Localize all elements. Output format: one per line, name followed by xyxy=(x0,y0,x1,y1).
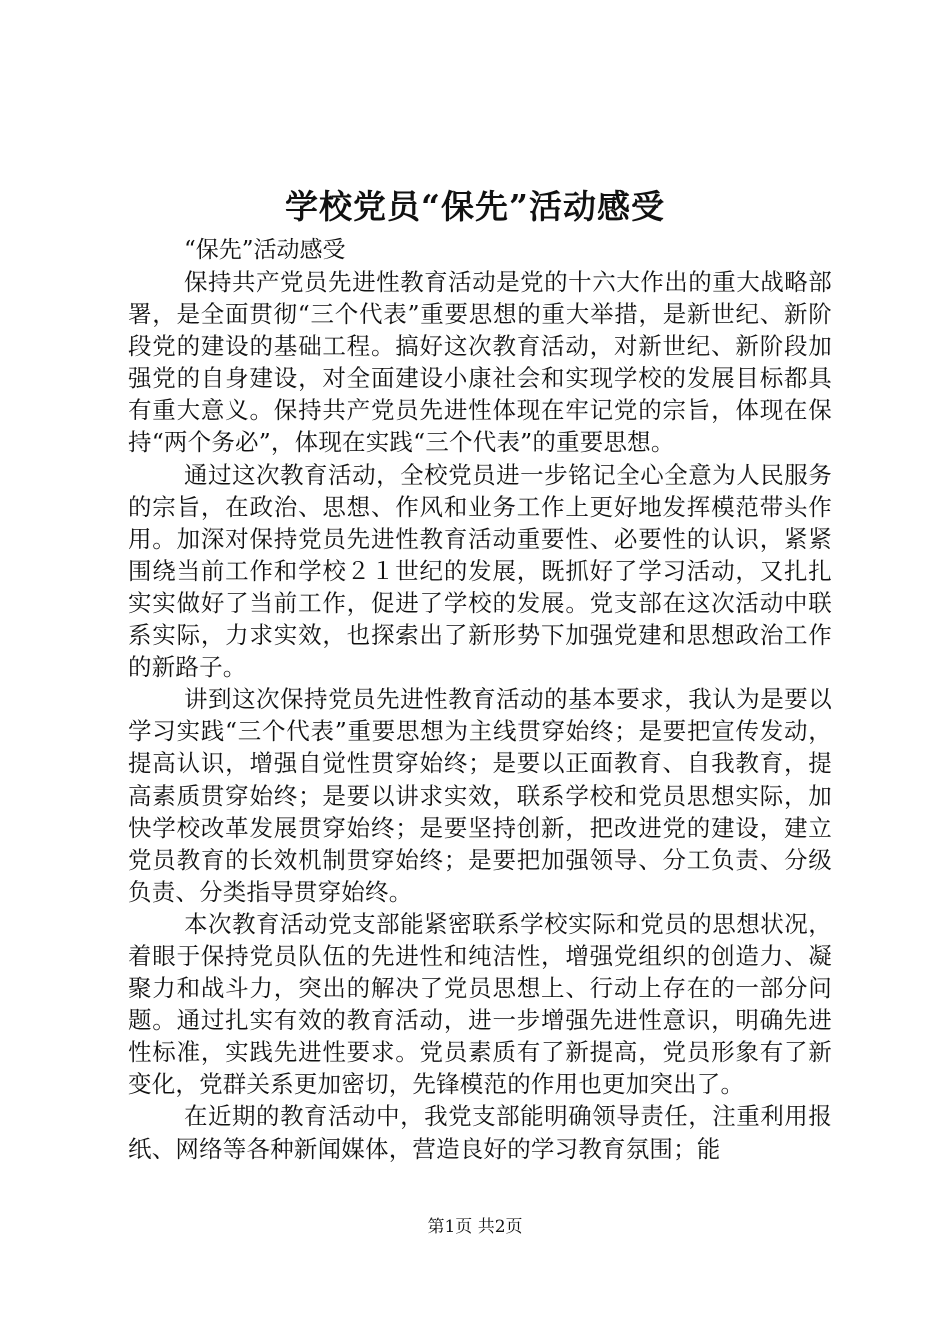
paragraph-2: 通过这次教育活动，全校党员进一步铭记全心全意为人民服务的宗旨，在政治、思想、作风和业务工作上更好地发挥模范带头作用。加深对保持党员先进性教育活动重要性、必要性的认识，紧紧围绕当前工作和学校２１世纪的发展，既抓好了学习活动，又扎扎实实做好了当前工作，促进了学校的发展。党支部在这次活动中联系实际，力求实效，也探索出了新形势下加强党建和思想政治工作的新路子。 xyxy=(128,460,832,682)
document-title: 学校党员“保先”活动感受 xyxy=(285,187,665,226)
page-footer: 第1页 共2页 xyxy=(427,1217,523,1237)
document-subtitle: “保先”活动感受 xyxy=(184,237,346,263)
paragraph-5: 在近期的教育活动中，我党支部能明确领导责任，注重利用报纸、网络等各种新闻媒体，营造良好的学习教育氛围；能 xyxy=(128,1102,832,1163)
paragraph-3: 讲到这次保持党员先进性教育活动的基本要求，我认为是要以学习实践“三个代表”重要思想为主线贯穿始终；是要把宣传发动，提高认识，增强自觉性贯穿始终；是要以正面教育、自我教育，提高素质贯穿始终；是要以讲求实效，联系学校和党员思想实际，加快学校改革发展贯穿始终；是要坚持创新，把改进党的建设，建立党员教育的长效机制贯穿始终；是要把加强领导、分工负责、分级负责、分类指导贯穿始终。 xyxy=(128,685,832,906)
paragraph-1: 保持共产党员先进性教育活动是党的十六大作出的重大战略部署，是全面贯彻“三个代表”重要思想的重大举措，是新世纪、新阶段党的建设的基础工程。搞好这次教育活动，对新世纪、新阶段加强党的自身建设，对全面建设小康社会和实现学校的发展目标都具有重大意义。保持共产党员先进性体现在牢记党的宗旨，体现在保持“两个务必”，体现在实践“三个代表”的重要思想。 xyxy=(128,268,832,457)
document-body xyxy=(128,234,832,1165)
paragraph-4: 本次教育活动党支部能紧密联系学校实际和党员的思想状况，着眼于保持党员队伍的先进性和纯洁性，增强党组织的创造力、凝聚力和战斗力，突出的解决了党员思想上、行动上存在的一部分问题。通过扎实有效的教育活动，进一步增强先进性意识，明确先进性标准，实践先进性要求。党员素质有了新提高，党员形象有了新变化，党群关系更加密切，先锋模范的作用也更加突出了。 xyxy=(128,909,832,1099)
